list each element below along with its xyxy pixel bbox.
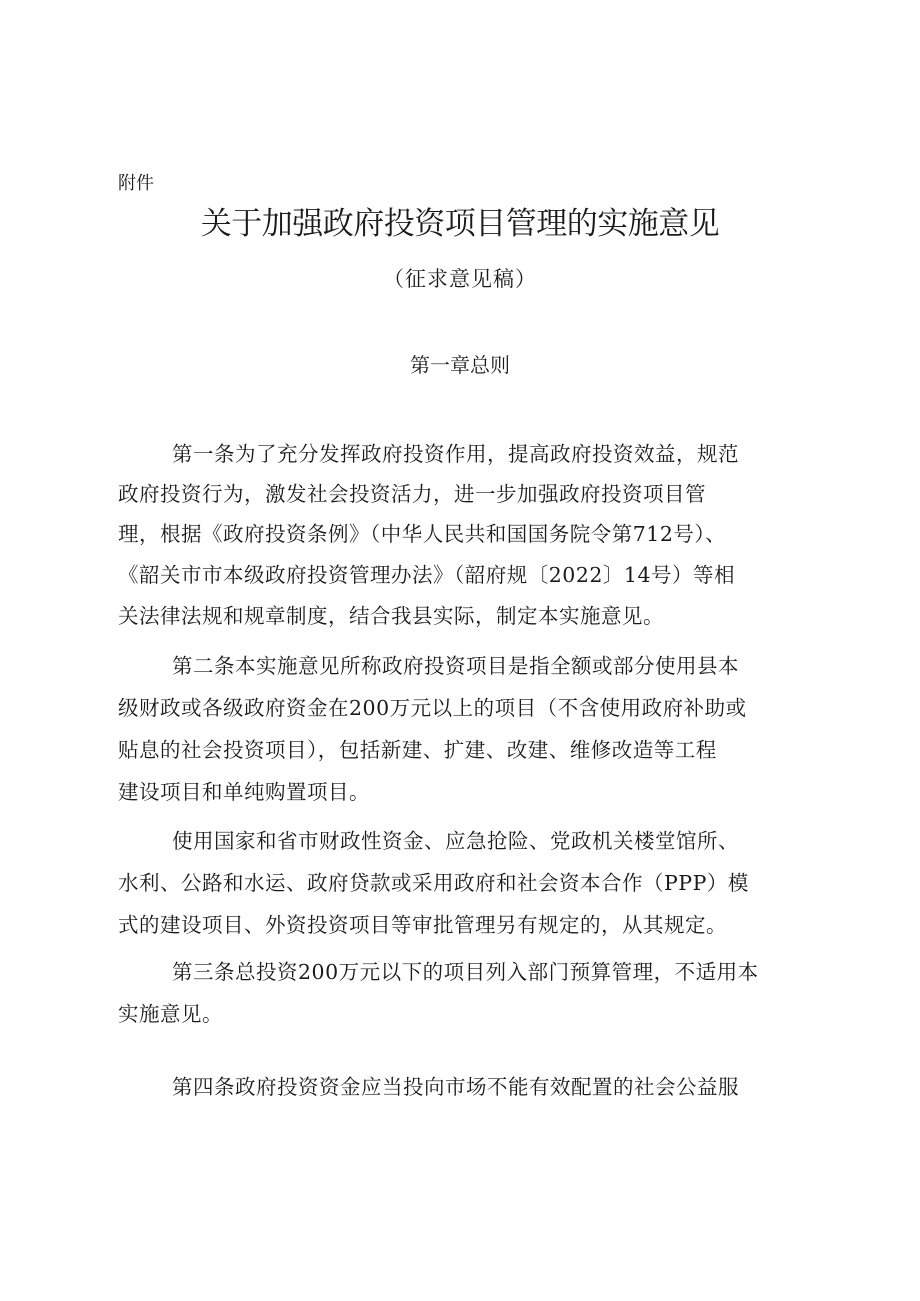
body-line: 实施意见。 <box>118 1002 223 1026</box>
document-subtitle: （征求意见稿） <box>383 267 537 291</box>
body-line: 级财政或各级政府资金在200万元以上的项目（不含使用政府补助或 <box>118 696 747 720</box>
body-line: 建设项目和单纯购置项目。 <box>118 780 370 804</box>
body-line: 关法律法规和规章制度，结合我县实际，制定本实施意见。 <box>118 604 664 628</box>
body-line: 第四条政府投资资金应当投向市场不能有效配置的社会公益服 <box>172 1075 739 1099</box>
body-line: 第一条为了充分发挥政府投资作用，提高政府投资效益，规范 <box>172 442 739 466</box>
body-line: 使用国家和省市财政性资金、应急抢险、党政机关楼堂馆所、 <box>172 829 739 853</box>
body-line: 水利、公路和水运、政府贷款或采用政府和社会资本合作（PPP）模 <box>118 871 749 895</box>
body-line: 式的建设项目、外资投资项目等审批管理另有规定的，从其规定。 <box>118 913 727 937</box>
body-line: 政府投资行为，激发社会投资活力，进一步加强政府投资项目管 <box>118 482 706 506</box>
body-line: 第三条总投资200万元以下的项目列入部门预算管理，不适用本 <box>172 960 759 984</box>
body-line: 第二条本实施意见所称政府投资项目是指全额或部分使用县本 <box>172 654 739 678</box>
body-line: 贴息的社会投资项目），包括新建、扩建、改建、维修改造等工程 <box>118 738 717 762</box>
chapter-heading: 第一章总则 <box>410 353 510 377</box>
body-line: 《韶关市市本级政府投资管理办法》（韶府规〔2022〕14号）等相 <box>118 563 736 587</box>
attachment-label: 附件 <box>118 173 154 194</box>
document-title: 关于加强政府投资项目管理的实施意见 <box>200 206 720 242</box>
body-line: 理，根据《政府投资条例》（中华人民共和国国务院令第712号）、 <box>118 522 727 546</box>
